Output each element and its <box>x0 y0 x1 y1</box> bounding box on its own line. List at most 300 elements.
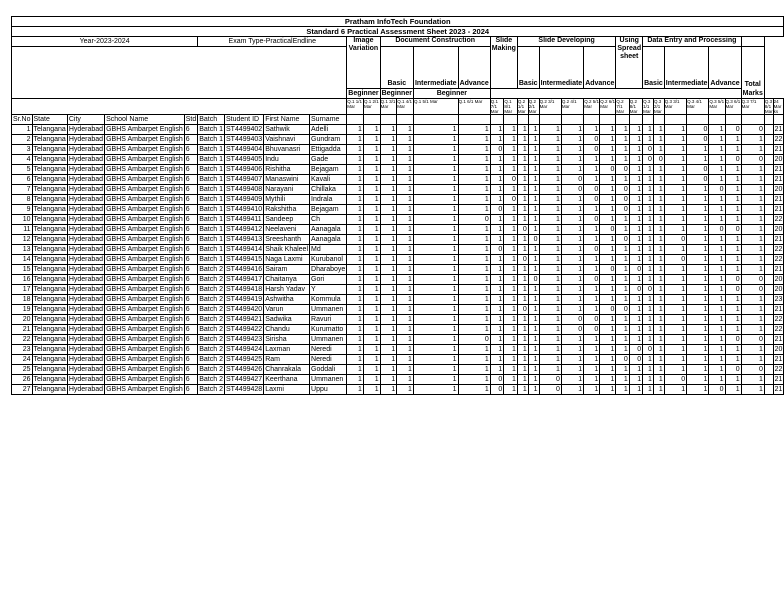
mark-cell: 0 <box>490 145 504 155</box>
table-cell: GBHS Ambarpet English <box>106 306 183 313</box>
mark-cell: 1 <box>539 315 561 325</box>
mark-cell: 1 <box>561 265 583 275</box>
mark-cell: 1 <box>397 305 414 315</box>
mark-cell: 1 <box>363 335 380 345</box>
total-cell: 20 <box>774 186 783 193</box>
mark-cell: 1 <box>490 165 504 175</box>
mark-cell: 1 <box>397 235 414 245</box>
table-cell: Goddali <box>310 365 347 375</box>
mark-cell: 1 <box>528 155 539 165</box>
table-cell: ST4499427 <box>226 376 263 383</box>
table-cell: Manaswini <box>264 175 310 185</box>
table-cell: Telangana <box>33 376 66 383</box>
mark-cell: 1 <box>643 295 654 305</box>
table-cell: Batch 1 <box>199 166 223 173</box>
question-header: Q.3 2/1 Mar <box>653 99 664 115</box>
mark-cell: 1 <box>413 315 458 325</box>
mark-cell: 1 <box>504 275 518 285</box>
total-marks-header: Total Marks <box>741 47 764 99</box>
mark-cell: 1 <box>380 275 397 285</box>
mark-cell: 1 <box>664 315 686 325</box>
mark-cell: 1 <box>584 345 600 355</box>
mark-cell: 1 <box>528 175 539 185</box>
table-cell: 22 <box>12 335 33 345</box>
table-cell: 6 <box>184 325 198 335</box>
mark-cell: 1 <box>528 195 539 205</box>
mark-cell: 1 <box>600 205 616 215</box>
mark-cell: 1 <box>643 165 654 175</box>
mark-cell: 1 <box>643 305 654 315</box>
mark-cell: 1 <box>539 355 561 365</box>
mark-cell <box>764 205 773 215</box>
mark-cell: 1 <box>458 145 490 155</box>
total-cell: 20 <box>774 226 783 233</box>
mark-cell: 0 <box>504 175 518 185</box>
mark-cell: 1 <box>490 345 504 355</box>
mark-cell: 1 <box>709 235 725 245</box>
table-cell: Batch 1 <box>199 126 223 133</box>
total-cell: 22 <box>774 216 783 223</box>
mark-cell: 1 <box>380 225 397 235</box>
mark-cell: 1 <box>528 185 539 195</box>
mark-cell: 1 <box>380 365 397 375</box>
table-cell: Telangana <box>33 306 66 313</box>
total-cell: 21 <box>774 126 783 133</box>
table-cell: Kurubanol <box>310 255 347 265</box>
question-header: Q.1 6/1 Mar <box>458 99 490 115</box>
mark-cell: 1 <box>380 195 397 205</box>
mark-cell: 1 <box>397 355 414 365</box>
mark-cell: 1 <box>709 145 725 155</box>
mark-cell <box>764 255 773 265</box>
level-label: Basic <box>380 47 413 89</box>
mark-cell: 1 <box>600 245 616 255</box>
mark-cell <box>764 285 773 295</box>
table-cell: 6 <box>184 205 198 215</box>
table-cell: Batch 2 <box>199 386 223 393</box>
mark-cell: 1 <box>517 275 528 285</box>
total-cell: 21 <box>774 376 783 383</box>
mark-cell: 1 <box>653 245 664 255</box>
table-cell: GBHS Ambarpet English <box>106 296 183 303</box>
mark-cell: 0 <box>584 325 600 335</box>
mark-cell <box>764 245 773 255</box>
mark-cell: 1 <box>664 385 686 395</box>
mark-cell: 1 <box>741 325 764 335</box>
table-row <box>12 265 784 275</box>
table-cell: Dharaboye <box>311 266 346 273</box>
mark-cell <box>764 165 773 175</box>
mark-cell: 1 <box>517 375 528 385</box>
mark-cell: 1 <box>458 225 490 235</box>
mark-cell: 1 <box>664 185 686 195</box>
mark-cell: 1 <box>363 125 380 135</box>
table-row <box>12 245 784 255</box>
total-cell: 20 <box>774 156 783 163</box>
mark-cell: 1 <box>600 145 616 155</box>
table-cell: Hyderabad <box>68 216 104 223</box>
mark-cell: 1 <box>664 355 686 365</box>
mark-cell <box>764 365 773 375</box>
question-header: Q.2 3/1 Mar <box>539 99 561 115</box>
table-cell: Hyderabad <box>68 386 104 393</box>
question-header: Q.3 5/1 Mar <box>709 99 725 115</box>
table-cell: 10 <box>12 215 33 225</box>
mark-cell: 1 <box>653 265 664 275</box>
mark-cell: 1 <box>490 285 504 295</box>
table-cell: Telangana <box>33 126 66 133</box>
mark-cell: 1 <box>528 205 539 215</box>
mark-cell: 1 <box>584 205 600 215</box>
mark-cell: 1 <box>504 345 518 355</box>
mark-cell: 1 <box>517 285 528 295</box>
table-cell: 6 <box>184 145 198 155</box>
mark-cell: 1 <box>490 305 504 315</box>
mark-cell: 1 <box>600 255 616 265</box>
mark-cell: 1 <box>664 295 686 305</box>
mark-cell: 1 <box>397 195 414 205</box>
table-cell: 6 <box>184 125 198 135</box>
mark-cell: 1 <box>539 205 561 215</box>
mark-cell: 1 <box>458 305 490 315</box>
mark-cell: 1 <box>517 125 528 135</box>
table-row <box>12 185 784 195</box>
mark-cell: 1 <box>561 225 583 235</box>
mark-cell: 0 <box>629 345 642 355</box>
mark-cell: 1 <box>629 195 642 205</box>
table-cell: 6 <box>184 355 198 365</box>
mark-cell: 0 <box>643 345 654 355</box>
question-header: Q.1 1/1 Mar <box>347 99 364 115</box>
mark-cell: 1 <box>504 125 518 135</box>
mark-cell <box>764 275 773 285</box>
mark-cell: 1 <box>687 385 709 395</box>
table-cell: 6 <box>184 275 198 285</box>
level-label: Advance <box>458 47 490 89</box>
mark-cell: 1 <box>741 195 764 205</box>
mark-cell: 1 <box>600 385 616 395</box>
mark-cell: 1 <box>561 125 583 135</box>
table-cell: 6 <box>184 335 198 345</box>
table-cell: 17 <box>12 285 33 295</box>
mark-cell: 0 <box>561 175 583 185</box>
mark-cell: 1 <box>643 385 654 395</box>
table-row <box>12 225 784 235</box>
mark-cell: 1 <box>504 315 518 325</box>
mark-cell: 1 <box>616 135 629 145</box>
mark-cell: 0 <box>584 145 600 155</box>
mark-cell: 1 <box>490 275 504 285</box>
column-header: State <box>32 115 67 125</box>
mark-cell: 0 <box>616 235 629 245</box>
table-cell: Hyderabad <box>68 186 104 193</box>
table-row <box>12 335 784 345</box>
total-cell: 20 <box>774 276 783 283</box>
mark-cell: 0 <box>725 275 741 285</box>
mark-cell: 1 <box>709 265 725 275</box>
table-cell: GBHS Ambarpet English <box>106 156 183 163</box>
question-header: Q.1 4/1 Mar <box>397 99 414 115</box>
mark-cell: 1 <box>600 275 616 285</box>
mark-cell: 1 <box>458 165 490 175</box>
mark-cell: 1 <box>504 355 518 365</box>
mark-cell: 1 <box>347 195 364 205</box>
mark-cell: 1 <box>616 275 629 285</box>
mark-cell <box>764 185 773 195</box>
mark-cell: 1 <box>397 295 414 305</box>
mark-cell: 1 <box>664 165 686 175</box>
table-cell: Bejagam <box>310 165 347 175</box>
mark-cell: 1 <box>741 175 764 185</box>
mark-cell: 1 <box>363 165 380 175</box>
table-cell: Hyderabad <box>68 166 104 173</box>
mark-cell: 1 <box>653 375 664 385</box>
table-row <box>12 165 784 175</box>
table-cell: ST4499405 <box>226 156 263 163</box>
table-cell: 6 <box>184 255 198 265</box>
mark-cell: 1 <box>490 265 504 275</box>
table-cell: Batch 2 <box>199 296 223 303</box>
mark-cell: 1 <box>653 255 664 265</box>
mark-cell: 1 <box>561 275 583 285</box>
mark-cell: 1 <box>629 315 642 325</box>
mark-cell: 1 <box>347 285 364 295</box>
table-cell: Sathwik <box>264 125 310 135</box>
mark-cell: 1 <box>539 225 561 235</box>
table-cell: Hyderabad <box>68 206 104 213</box>
mark-cell: 1 <box>629 365 642 375</box>
table-cell: Batch 1 <box>199 146 223 153</box>
mark-cell: 1 <box>561 195 583 205</box>
mark-cell: 1 <box>584 265 600 275</box>
table-cell: 6 <box>184 175 198 185</box>
table-row <box>12 135 784 145</box>
table-cell: Neelaveni <box>264 225 310 235</box>
mark-cell: 1 <box>709 355 725 365</box>
mark-cell: 1 <box>413 305 458 315</box>
mark-cell: 1 <box>539 365 561 375</box>
mark-cell: 1 <box>363 285 380 295</box>
mark-cell: 1 <box>600 285 616 295</box>
mark-cell: 0 <box>517 305 528 315</box>
mark-cell: 1 <box>561 235 583 245</box>
mark-cell: 1 <box>600 175 616 185</box>
mark-cell: 1 <box>629 215 642 225</box>
table-cell: Hyderabad <box>68 276 104 283</box>
table-cell: Kurumatto <box>310 325 347 335</box>
table-cell: ST4499406 <box>226 166 263 173</box>
mark-cell: 1 <box>643 235 654 245</box>
mark-cell: 1 <box>653 275 664 285</box>
mark-cell: 1 <box>741 315 764 325</box>
mark-cell: 0 <box>643 145 654 155</box>
mark-cell: 0 <box>600 265 616 275</box>
table-cell: Batch 1 <box>199 206 223 213</box>
total-cell: 21 <box>774 206 783 213</box>
table-cell: GBHS Ambarpet English <box>106 226 183 233</box>
mark-cell: 1 <box>397 255 414 265</box>
mark-cell: 1 <box>380 345 397 355</box>
mark-cell: 1 <box>363 265 380 275</box>
question-header: Q.3 8/1 Mar <box>764 99 773 114</box>
mark-cell: 1 <box>643 205 654 215</box>
mark-cell: 1 <box>643 185 654 195</box>
mark-cell: 1 <box>413 135 458 145</box>
mark-cell: 1 <box>504 245 518 255</box>
mark-cell: 1 <box>539 145 561 155</box>
mark-cell: 1 <box>539 215 561 225</box>
mark-cell: 1 <box>584 125 600 135</box>
mark-cell: 0 <box>725 335 741 345</box>
mark-cell: 1 <box>528 335 539 345</box>
mark-cell: 1 <box>413 155 458 165</box>
mark-cell: 0 <box>709 385 725 395</box>
mark-cell: 1 <box>725 235 741 245</box>
mark-cell: 0 <box>528 275 539 285</box>
mark-cell: 1 <box>380 265 397 275</box>
mark-cell: 1 <box>458 235 490 245</box>
mark-cell: 1 <box>741 215 764 225</box>
mark-cell: 1 <box>539 195 561 205</box>
total-cell: 22 <box>774 246 783 253</box>
table-cell: ST4499403 <box>226 136 263 143</box>
table-cell: Md <box>310 245 347 255</box>
table-cell: Batch 1 <box>199 236 223 243</box>
mark-cell: 1 <box>643 325 654 335</box>
mark-cell: 1 <box>413 325 458 335</box>
mark-cell: 1 <box>687 145 709 155</box>
mark-cell: 1 <box>561 305 583 315</box>
table-cell: Batch 2 <box>199 366 223 373</box>
mark-cell: 1 <box>458 345 490 355</box>
column-header: First Name <box>264 115 310 125</box>
mark-cell: 1 <box>504 225 518 235</box>
mark-cell: 1 <box>413 145 458 155</box>
total-cell: 21 <box>774 176 783 183</box>
table-cell: Telangana <box>33 286 66 293</box>
mark-cell: 1 <box>653 215 664 225</box>
table-cell: Telangana <box>33 326 66 333</box>
table-cell: Telangana <box>33 256 66 263</box>
table-cell: 6 <box>184 155 198 165</box>
mark-cell: 1 <box>490 215 504 225</box>
mark-cell: 1 <box>380 255 397 265</box>
mark-cell: 1 <box>413 275 458 285</box>
table-cell: 6 <box>184 265 198 275</box>
mark-cell: 1 <box>741 185 764 195</box>
sheet-title: Standard 6 Practical Assessment Sheet 2023 - 2024 <box>12 27 784 37</box>
table-cell: 6 <box>184 365 198 375</box>
group-data-entry: Data Entry and Processing <box>643 37 742 47</box>
mark-cell: 1 <box>653 355 664 365</box>
mark-cell: 1 <box>504 335 518 345</box>
mark-cell: 1 <box>517 215 528 225</box>
table-cell: GBHS Ambarpet English <box>106 366 183 373</box>
mark-cell: 1 <box>380 355 397 365</box>
mark-cell: 1 <box>397 265 414 275</box>
mark-cell: 1 <box>664 125 686 135</box>
mark-cell: 1 <box>528 325 539 335</box>
mark-cell <box>764 385 773 395</box>
table-cell: Aanagala <box>310 235 347 245</box>
mark-cell: 1 <box>539 165 561 175</box>
column-header: Batch <box>198 115 225 125</box>
mark-cell: 1 <box>664 275 686 285</box>
mark-cell: 1 <box>413 245 458 255</box>
mark-cell: 1 <box>725 265 741 275</box>
mark-cell: 1 <box>741 295 764 305</box>
table-cell: GBHS Ambarpet English <box>106 326 183 333</box>
mark-cell: 0 <box>664 375 686 385</box>
mark-cell: 1 <box>528 315 539 325</box>
mark-cell: 0 <box>687 165 709 175</box>
table-cell: GBHS Ambarpet English <box>106 206 183 213</box>
mark-cell: 1 <box>380 125 397 135</box>
column-header: Surname <box>310 115 347 125</box>
total-cell: 22 <box>774 366 783 373</box>
mark-cell: 1 <box>397 275 414 285</box>
table-cell: Naga Laxmi <box>264 255 310 265</box>
mark-cell <box>764 145 773 155</box>
table-cell: ST4499411 <box>225 215 264 225</box>
table-cell: Batch 1 <box>199 136 223 143</box>
mark-cell: 1 <box>709 365 725 375</box>
mark-cell: 1 <box>653 285 664 295</box>
table-cell: Kavali <box>310 175 347 185</box>
mark-cell: 1 <box>600 335 616 345</box>
question-header: Q.2 7/1 Mar <box>616 99 629 115</box>
mark-cell: 1 <box>725 165 741 175</box>
table-cell: 19 <box>12 305 33 315</box>
table-cell: ST4499414 <box>226 246 263 253</box>
mark-cell: 1 <box>413 375 458 385</box>
table-cell: Chanrakala <box>264 365 310 375</box>
table-cell: GBHS Ambarpet English <box>106 286 183 293</box>
mark-cell: 1 <box>664 345 686 355</box>
mark-cell: 1 <box>458 155 490 165</box>
mark-cell: 1 <box>725 145 741 155</box>
mark-cell: 1 <box>664 195 686 205</box>
question-header: Q.1 5/1 Mar <box>413 99 458 115</box>
mark-cell: 1 <box>584 305 600 315</box>
mark-cell: 1 <box>397 325 414 335</box>
mark-cell: 1 <box>643 335 654 345</box>
mark-cell: 1 <box>397 175 414 185</box>
mark-cell: 1 <box>458 175 490 185</box>
table-cell: Ummanen <box>310 305 347 315</box>
mark-cell: 1 <box>741 225 764 235</box>
mark-cell: 1 <box>490 315 504 325</box>
table-cell: Hyderabad <box>68 226 104 233</box>
mark-cell: 1 <box>616 365 629 375</box>
question-header: Q.2 4/1 Mar <box>561 99 583 115</box>
mark-cell: 1 <box>709 295 725 305</box>
mark-cell: 1 <box>561 165 583 175</box>
level-label: Intermediate <box>664 47 709 89</box>
mark-cell: 1 <box>561 345 583 355</box>
mark-cell: 1 <box>504 285 518 295</box>
mark-cell: 1 <box>380 315 397 325</box>
group-document-construction: Document Construction <box>380 37 490 47</box>
mark-cell: 1 <box>741 345 764 355</box>
table-row <box>12 305 784 315</box>
mark-cell: 1 <box>413 195 458 205</box>
mark-cell: 1 <box>347 145 364 155</box>
table-cell: ST4499409 <box>226 196 263 203</box>
total-cell: 21 <box>774 306 783 313</box>
table-row <box>12 355 784 365</box>
mark-cell: 1 <box>664 325 686 335</box>
